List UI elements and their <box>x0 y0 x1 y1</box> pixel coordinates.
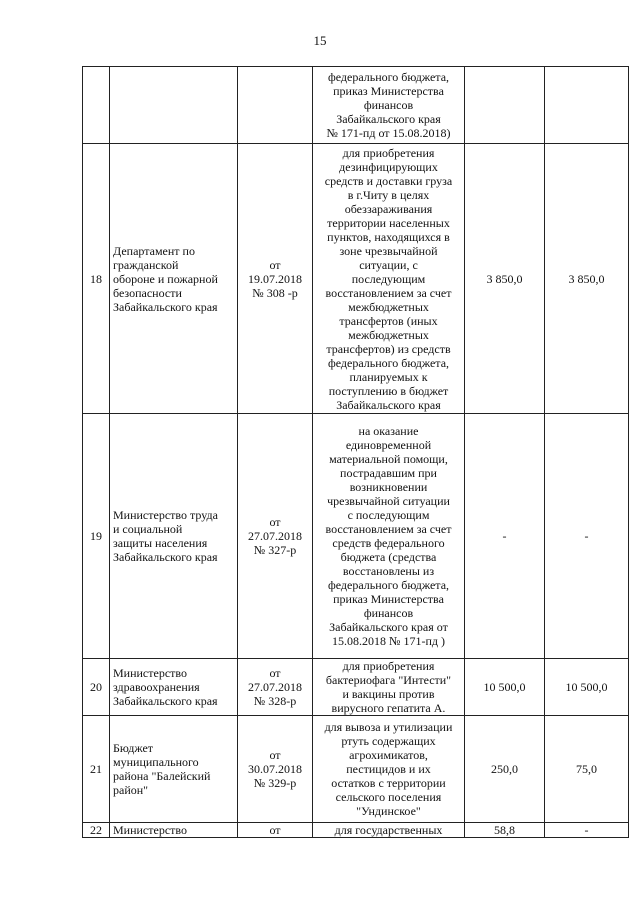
org-line: и социальной <box>113 522 183 536</box>
amount-allocated: - <box>502 529 507 543</box>
purpose-line: 15.08.2018 № 171-пд ) <box>332 634 445 648</box>
org-line: Забайкальского края <box>113 550 218 564</box>
row-number-cell <box>83 144 110 414</box>
page-number: 15 <box>313 33 327 48</box>
purpose-line: бюджета (средства <box>340 550 437 564</box>
org-line: Министерство <box>113 666 187 680</box>
order-cell <box>238 659 313 716</box>
purpose-line: поступлению в бюджет <box>328 383 449 398</box>
purpose-line: на оказание <box>358 424 419 438</box>
table-row <box>83 414 629 659</box>
org-line: района "Балейский <box>113 769 211 783</box>
purpose-line: ситуации, с <box>359 257 418 272</box>
organization-cell <box>110 67 238 144</box>
order-line: от <box>269 666 281 680</box>
purpose-line: материальной помощи, <box>329 452 448 466</box>
purpose-line: пунктов, находящихся в <box>327 229 450 244</box>
order-line: № 329-р <box>253 776 297 790</box>
amount-allocated: 3 850,0 <box>486 271 523 286</box>
purpose-line: восстановлены из <box>342 564 435 578</box>
amount-used: 10 500,0 <box>565 680 608 694</box>
purpose-line: территории населенных <box>327 215 450 230</box>
purpose-line: возникновении <box>349 480 428 494</box>
amount-allocated-cell <box>465 716 545 823</box>
org-line: Бюджет <box>113 741 154 755</box>
row-number: 18 <box>90 271 102 286</box>
purpose-line: для вывоза и утилизации <box>324 720 453 734</box>
order-line: № 328-р <box>253 694 297 708</box>
purpose-line: чрезвычайной ситуации <box>327 494 450 508</box>
table-row <box>83 716 629 823</box>
purpose-line: ртуть содержащих <box>341 734 436 748</box>
org-line: здравоохранения <box>113 680 200 694</box>
purpose-line: пострадавшим при <box>340 466 437 480</box>
org-line: район" <box>113 783 149 797</box>
amount-allocated-cell <box>465 823 545 838</box>
purpose-line: № 171-пд от 15.08.2018) <box>326 126 451 140</box>
amount-used: 75,0 <box>576 762 597 776</box>
purpose-line: федерального бюджета, <box>327 70 450 84</box>
org-line: Министерство <box>113 823 187 837</box>
org-line: Забайкальского края <box>113 299 218 314</box>
amount-allocated: 58,8 <box>494 823 515 837</box>
order-line: 30.07.2018 <box>248 762 302 776</box>
amount-used-cell <box>545 823 629 838</box>
amount-used-cell <box>545 144 629 414</box>
purpose-cell <box>313 659 465 716</box>
org-line: Министерство труда <box>113 508 218 522</box>
order-line: от <box>269 823 281 837</box>
row-number: 22 <box>90 823 102 837</box>
purpose-line: пестицидов и их <box>346 762 431 776</box>
organization-cell <box>110 659 238 716</box>
amount-allocated-cell <box>465 144 545 414</box>
amount-allocated-cell <box>465 414 545 659</box>
order-line: 19.07.2018 <box>248 271 302 286</box>
org-line: безопасности <box>113 285 182 300</box>
purpose-line: зоне чрезвычайной <box>339 243 438 258</box>
order-cell <box>238 144 313 414</box>
row-number-cell <box>83 823 110 838</box>
row-number-cell <box>83 414 110 659</box>
row-number: 21 <box>90 762 102 776</box>
purpose-line: трансфертов (иных <box>339 313 438 328</box>
organization-cell <box>110 823 238 838</box>
row-number-cell <box>83 67 110 144</box>
amount-used-cell <box>545 716 629 823</box>
amount-allocated-cell <box>465 67 545 144</box>
purpose-line: для приобретения <box>342 145 435 160</box>
purpose-line: в г.Читу в целях <box>347 187 430 202</box>
purpose-line: остатков с территории <box>331 776 446 790</box>
order-line: 27.07.2018 <box>248 680 302 694</box>
amount-used: - <box>584 529 589 543</box>
purpose-line: для приобретения <box>342 659 435 673</box>
purpose-line: последующим <box>351 271 426 286</box>
order-cell <box>238 716 313 823</box>
org-line: гражданской <box>113 257 179 272</box>
purpose-line: трансфертов) из средств <box>326 341 451 356</box>
purpose-cell <box>313 144 465 414</box>
purpose-line: федерального бюджета, <box>327 355 450 370</box>
purpose-line: Забайкальского края <box>336 112 441 126</box>
purpose-line: бактериофага "Интести" <box>325 673 452 687</box>
purpose-cell <box>313 67 465 144</box>
order-line: № 327-р <box>253 543 297 557</box>
amount-used-cell <box>545 67 629 144</box>
organization-cell <box>110 144 238 414</box>
amount-allocated: 10 500,0 <box>483 680 526 694</box>
purpose-line: и вакцины против <box>342 687 435 701</box>
purpose-line: межбюджетных <box>348 299 429 314</box>
purpose-line: планируемых к <box>349 369 428 384</box>
amount-used-cell <box>545 414 629 659</box>
purpose-line: дезинфицирующих <box>339 159 438 174</box>
amount-allocated: 250,0 <box>491 762 518 776</box>
table-body <box>83 67 629 838</box>
org-line: Забайкальского края <box>113 694 218 708</box>
purpose-line: финансов <box>363 98 414 112</box>
row-number-cell <box>83 659 110 716</box>
amount-used: 3 850,0 <box>568 271 605 286</box>
purpose-line: "Ундинское" <box>356 804 421 818</box>
order-cell <box>238 823 313 838</box>
purpose-line: обеззараживания <box>344 201 433 216</box>
purpose-line: с последующим <box>347 508 430 522</box>
purpose-cell <box>313 716 465 823</box>
organization-cell <box>110 414 238 659</box>
table-row <box>83 659 629 716</box>
row-number-cell <box>83 716 110 823</box>
purpose-line: восстановлением за счет <box>325 522 452 536</box>
purpose-line: единовременной <box>345 438 432 452</box>
organization-cell <box>110 716 238 823</box>
org-line: защиты населения <box>113 536 208 550</box>
order-cell <box>238 67 313 144</box>
purpose-line: федерального бюджета, <box>327 578 450 592</box>
purpose-cell <box>313 823 465 838</box>
table-row <box>83 144 629 414</box>
purpose-line: межбюджетных <box>348 327 429 342</box>
org-line: муниципального <box>113 755 199 769</box>
purpose-line: вирусного гепатита А. <box>331 701 446 715</box>
table-row <box>83 823 629 838</box>
row-number: 20 <box>90 680 102 694</box>
purpose-line: приказ Министерства <box>333 84 444 98</box>
purpose-line: сельского поселения <box>335 790 442 804</box>
purpose-line: Забайкальского края от <box>329 620 448 634</box>
row-number: 19 <box>90 529 102 543</box>
allocation-table <box>82 66 629 838</box>
purpose-line: агрохимикатов, <box>349 748 428 762</box>
purpose-line: средств федерального <box>332 536 445 550</box>
purpose-line: средств и доставки груза <box>324 173 453 188</box>
amount-used-cell <box>545 659 629 716</box>
purpose-line: приказ Министерства <box>333 592 444 606</box>
table-row <box>83 67 629 144</box>
order-line: 27.07.2018 <box>248 529 302 543</box>
amount-allocated-cell <box>465 659 545 716</box>
purpose-line: финансов <box>363 606 414 620</box>
order-line: от <box>269 748 281 762</box>
purpose-cell <box>313 414 465 659</box>
purpose-line: Забайкальского края <box>336 397 441 412</box>
org-line: обороне и пожарной <box>113 271 218 286</box>
org-line: Департамент по <box>113 243 195 258</box>
order-line: от <box>269 257 281 272</box>
order-line: от <box>269 515 281 529</box>
purpose-line: для государственных <box>334 823 443 837</box>
order-line: № 308 -р <box>252 285 298 300</box>
order-cell <box>238 414 313 659</box>
amount-used: - <box>584 823 589 837</box>
purpose-line: восстановлением за счет <box>325 285 452 300</box>
